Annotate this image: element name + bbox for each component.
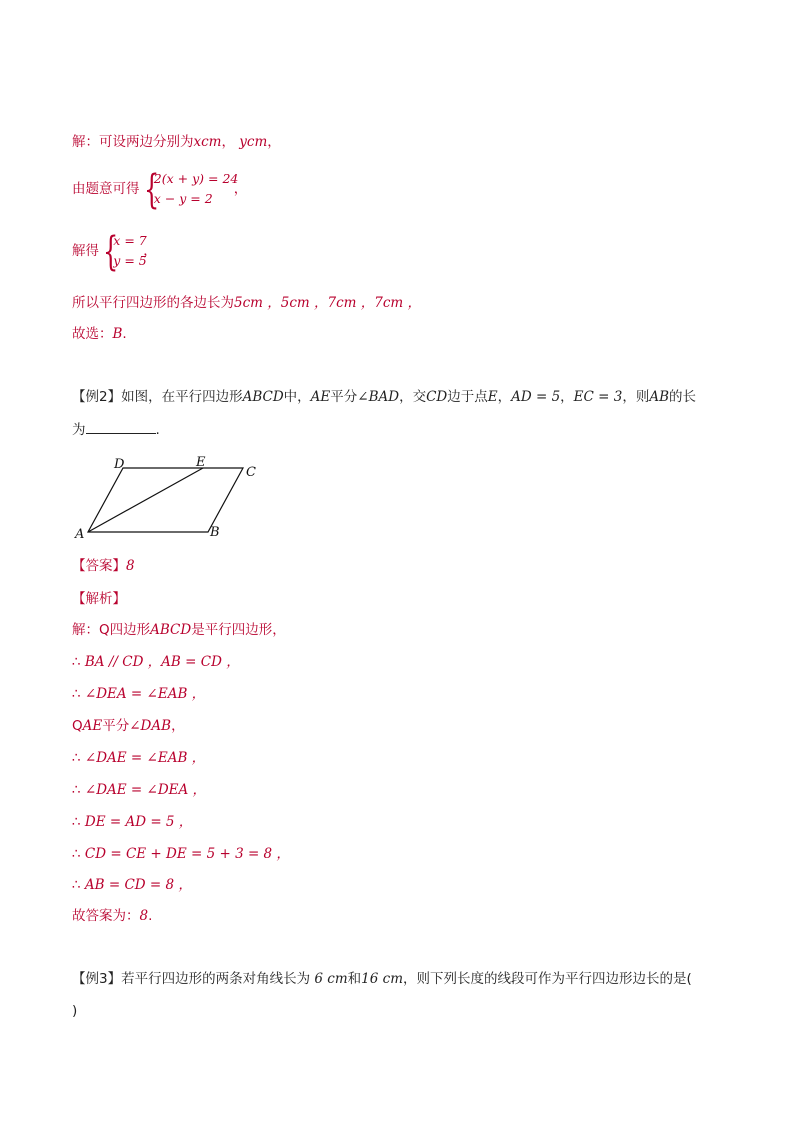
text: ) <box>72 1003 78 1019</box>
text: 是平行四边形， <box>191 622 286 638</box>
text: 的长 <box>669 389 697 405</box>
math: ycm <box>239 134 268 150</box>
ex2-question-line2 <box>72 419 160 439</box>
because-symbol: Q <box>99 622 110 638</box>
math: CD <box>426 389 448 405</box>
label-c: C <box>246 465 256 480</box>
text: ，则 <box>622 389 650 405</box>
text: 为 <box>72 422 86 438</box>
therefore-symbol: ∴ <box>72 654 81 670</box>
math: xcm <box>193 134 222 150</box>
math: ABCD <box>242 389 284 405</box>
math: 5cm ，5cm ，7cm ，7cm ， <box>234 295 421 311</box>
step-8 <box>72 845 290 863</box>
equation: x − y = 2 <box>153 191 213 206</box>
text: ， <box>267 134 281 150</box>
answer-label: 【答案】 <box>72 558 126 574</box>
math: EC = 3 <box>573 389 623 405</box>
equation-system <box>143 167 239 213</box>
sol1-line3 <box>72 229 157 275</box>
text: ， <box>143 243 157 259</box>
sol1-line1 <box>72 133 281 151</box>
text: ，交 <box>399 389 427 405</box>
math: 8 <box>139 908 149 924</box>
label-e: E <box>196 455 206 470</box>
therefore-symbol: ∴ <box>72 750 81 766</box>
text: ， <box>497 389 512 405</box>
step-10 <box>72 907 152 925</box>
text: 【例3】若平行四边形的两条对角线长为 <box>72 971 311 987</box>
equation-system <box>103 229 147 275</box>
text: 边于点 <box>447 389 488 405</box>
text: 解得 <box>72 243 99 259</box>
parallelogram <box>88 468 243 532</box>
text: 由题意可得 <box>72 181 140 197</box>
equation: x = 7 <box>113 233 147 248</box>
math: ∠DAB <box>129 718 172 734</box>
step-3 <box>72 685 205 703</box>
math: 6 <box>314 971 323 987</box>
text: ，则下列长度的线段可作为平行四边形边长的是( <box>403 971 692 987</box>
step-7 <box>72 813 192 831</box>
step-4 <box>72 717 185 735</box>
math: AE <box>310 389 331 405</box>
math: 16 <box>361 971 379 987</box>
step-2 <box>72 653 240 671</box>
math: DE = AD = 5 ， <box>84 814 193 830</box>
text: 【例2】如图，在平行四边形 <box>72 389 243 405</box>
math: AB <box>649 389 670 405</box>
sol1-line4 <box>72 294 421 312</box>
sol1-line2 <box>72 167 248 213</box>
text: 解：可设两边分别为 <box>72 134 194 150</box>
therefore-symbol: ∴ <box>72 814 81 830</box>
math: AD = 5 <box>511 389 561 405</box>
text: ， <box>233 181 248 197</box>
ex2-question-line1 <box>72 388 696 406</box>
parallelogram-figure <box>70 452 270 544</box>
math: B <box>112 326 123 342</box>
brace: { <box>103 229 119 275</box>
ex3-question-line1 <box>72 970 692 988</box>
step-9 <box>72 876 192 894</box>
therefore-symbol: ∴ <box>72 846 81 862</box>
math: ∠DAE = ∠DEA ， <box>84 782 207 798</box>
math: ∠DEA = ∠EAB ， <box>84 686 206 702</box>
math: CD = CE + DE = 5 + 3 = 8 ， <box>84 846 290 862</box>
text: 平分 <box>330 389 358 405</box>
math: ABCD <box>150 622 192 638</box>
label-b: B <box>210 525 220 540</box>
label-d: D <box>114 457 125 472</box>
math: cm <box>382 971 404 987</box>
answer-line <box>72 557 135 575</box>
step-1 <box>72 621 286 639</box>
sol1-line5 <box>72 325 127 343</box>
text: 【解析】 <box>72 591 126 607</box>
therefore-symbol: ∴ <box>72 877 81 893</box>
text: 所以平行四边形的各边长为 <box>72 295 234 311</box>
text: ， <box>221 134 235 150</box>
step-6 <box>72 781 206 799</box>
brace: { <box>143 167 160 213</box>
math: ∠DAE = ∠EAB ， <box>84 750 206 766</box>
therefore-symbol: ∴ <box>72 782 81 798</box>
answer-blank <box>86 419 156 434</box>
text: ， <box>560 389 574 405</box>
step-5 <box>72 749 205 767</box>
because-symbol: Q <box>72 718 83 734</box>
math: AE <box>82 718 103 734</box>
label-a: A <box>75 527 85 542</box>
text: 中， <box>283 389 311 405</box>
text: 和 <box>347 971 362 987</box>
text: . <box>155 422 160 438</box>
math: E <box>487 389 498 405</box>
math: ∠BAD <box>357 389 400 405</box>
text: 故答案为： <box>72 908 140 924</box>
text: 平分 <box>102 718 130 734</box>
text: 解： <box>72 622 99 638</box>
text: . <box>148 908 153 924</box>
equation: y = 5 <box>113 253 147 268</box>
text: 故选： <box>72 326 113 342</box>
math: cm <box>327 971 348 987</box>
therefore-symbol: ∴ <box>72 686 81 702</box>
text: . <box>122 326 127 342</box>
analysis-label <box>72 590 126 608</box>
equation: 2(x + y) = 24 <box>153 171 239 186</box>
text: ， <box>171 718 185 734</box>
answer-value: 8 <box>126 558 135 574</box>
text: 四边形 <box>109 622 151 638</box>
ex3-question-line2 <box>72 1002 77 1020</box>
math: AB = CD = 8 ， <box>84 877 192 893</box>
math: BA // CD ，AB = CD ， <box>84 654 240 670</box>
